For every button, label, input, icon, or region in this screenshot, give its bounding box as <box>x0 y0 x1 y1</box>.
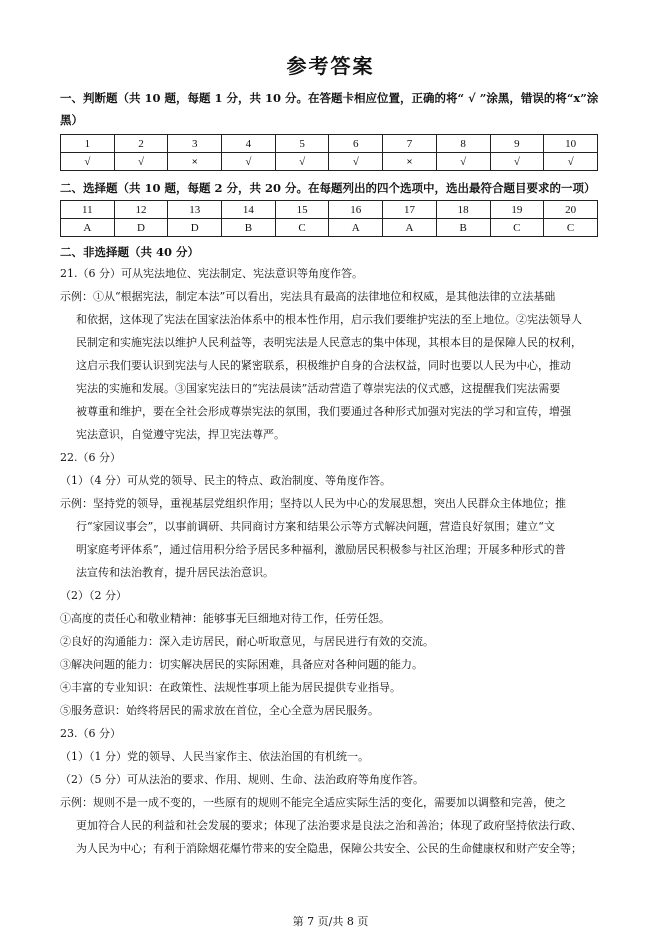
q22-point: ②良好的沟通能力：深入走访居民，耐心听取意见，与居民进行有效的交流。 <box>60 635 434 648</box>
table-cell: √ <box>329 153 383 171</box>
q22-heading: 22.（6 分） <box>60 451 121 464</box>
table-cell: 14 <box>222 201 276 219</box>
table-cell: × <box>168 153 222 171</box>
table-cell: 1 <box>61 135 115 153</box>
table-cell: A <box>329 219 383 237</box>
q21-example-line: 宪法的实施和发展。③国家宪法日的“宪法晨读”活动营造了尊崇宪法的仪式感，这提醒我们宪法需要 <box>76 382 561 395</box>
q22-point: ④丰富的专业知识：在政策性、法规性事项上能为居民提供专业指导。 <box>60 681 401 694</box>
q23-part2-heading: （2）（5 分）可从法治的要求、作用、规则、生命、法治政府等角度作答。 <box>60 773 424 786</box>
judge-answer-row <box>61 153 598 171</box>
q23-heading: 23.（6 分） <box>60 727 121 740</box>
table-cell: 7 <box>383 135 437 153</box>
table-cell: D <box>168 219 222 237</box>
judge-answer-table <box>60 134 598 171</box>
choice-number-row <box>61 201 598 219</box>
q22-example-line: 示例：坚持党的领导，重视基层党组织作用；坚持以人民为中心的发展思想，突出人民群众主体地位；推 <box>60 497 566 510</box>
table-cell: √ <box>222 153 276 171</box>
q22-point: ①高度的责任心和敬业精神：能够事无巨细地对待工作，任劳任怨。 <box>60 612 390 625</box>
table-cell: C <box>544 219 598 237</box>
table-cell: × <box>383 153 437 171</box>
table-cell: 6 <box>329 135 383 153</box>
table-cell: B <box>436 219 490 237</box>
table-cell: 18 <box>436 201 490 219</box>
choice-heading: 二、选择题（共 10 题，每题 2 分，共 20 分。在每题列出的四个选项中，选出最符合题目要求的一项） <box>60 181 596 195</box>
table-cell: C <box>490 219 544 237</box>
q21-example-line: 宪法意识，自觉遵守宪法，捍卫宪法尊严。 <box>76 428 285 441</box>
q21-example-line: 被尊重和维护，要在全社会形成尊崇宪法的氛围，我们要通过各种形式加强对宪法的学习和宣传，增强 <box>76 405 571 418</box>
q21-example-line: 民制定和实施宪法以维护人民利益等，表明宪法是人民意志的集中体现，其根本目的是保障人民的权利， <box>76 336 582 349</box>
q23-example-line: 示例：规则不是一成不变的，一些原有的规则不能完全适应实际生活的变化，需要加以调整和完善，使之 <box>60 796 566 809</box>
table-cell: 16 <box>329 201 383 219</box>
judge-number-row <box>61 135 598 153</box>
table-cell: A <box>383 219 437 237</box>
choice-answer-row <box>61 219 598 237</box>
table-cell: 5 <box>275 135 329 153</box>
q22-point: ⑤服务意识：始终将居民的需求放在首位，全心全意为居民服务。 <box>60 704 379 717</box>
q22-point: ③解决问题的能力：切实解决居民的实际困难，具备应对各种问题的能力。 <box>60 658 423 671</box>
q21-example-line: 这启示我们要认识到宪法与人民的紧密联系，积极维护自身的合法权益，同时也要以人民为中心，推动 <box>76 359 571 372</box>
choice-answer-table <box>60 200 598 237</box>
q23-example-line: 更加符合人民的利益和社会发展的要求；体现了法治要求是良法之治和善治；体现了政府坚持依法行政、 <box>76 819 582 832</box>
q23-example-line: 为人民为中心；有利于消除烟花爆竹带来的安全隐患，保障公共安全、公民的生命健康权和财产安全等； <box>76 842 582 855</box>
table-cell: 15 <box>275 201 329 219</box>
judge-heading-line1: 一、判断题（共 10 题，每题 1 分，共 10 分。在答题卡相应位置，正确的将“ √ ”涂黑，错误的将“x”涂 <box>60 91 599 105</box>
table-cell: C <box>275 219 329 237</box>
table-cell: 10 <box>544 135 598 153</box>
q21-example-line: 和依据，这体现了宪法在国家法治体系中的根本性作用，启示我们要维护宪法的至上地位。②宪法领导人 <box>76 313 582 326</box>
judge-heading <box>60 88 620 130</box>
table-cell: √ <box>544 153 598 171</box>
judge-heading-line2: 黑） <box>60 113 83 127</box>
table-cell: 12 <box>114 201 168 219</box>
table-cell: 8 <box>436 135 490 153</box>
q22-example-line: 法宣传和法治教育，提升居民法治意识。 <box>76 566 274 579</box>
table-cell: D <box>114 219 168 237</box>
table-cell: 9 <box>490 135 544 153</box>
table-cell: √ <box>61 153 115 171</box>
table-cell: 2 <box>114 135 168 153</box>
table-cell: 17 <box>383 201 437 219</box>
page-footer: 第 7 页/共 8 页 <box>292 915 369 928</box>
q21-example-line: 示例：①从“根据宪法，制定本法”可以看出，宪法具有最高的法律地位和权威，是其他法律的立法基础 <box>60 290 556 303</box>
table-cell: √ <box>114 153 168 171</box>
q23-part1: （1）（1 分）党的领导、人民当家作主、依法治国的有机统一。 <box>60 750 369 763</box>
table-cell: 11 <box>61 201 115 219</box>
page-title: 参考答案 <box>286 54 375 78</box>
q22-example-line: 明家庭考评体系”，通过信用积分给予居民多种福利，激励居民积极参与社区治理；开展多种形式的普 <box>76 543 566 556</box>
table-cell: 13 <box>168 201 222 219</box>
table-cell: 3 <box>168 135 222 153</box>
q21-heading: 21.（6 分）可从宪法地位、宪法制定、宪法意识等角度作答。 <box>60 267 363 280</box>
q22-part2-heading: （2）（2 分） <box>60 589 127 602</box>
table-cell: 20 <box>544 201 598 219</box>
table-cell: A <box>61 219 115 237</box>
table-cell: √ <box>490 153 544 171</box>
nonchoice-heading: 二、非选择题（共 40 分） <box>60 245 200 259</box>
table-cell: B <box>222 219 276 237</box>
table-cell: √ <box>275 153 329 171</box>
table-cell: 19 <box>490 201 544 219</box>
q22-part1-heading: （1）（4 分）可从党的领导、民主的特点、政治制度、等角度作答。 <box>60 474 391 487</box>
table-cell: 4 <box>222 135 276 153</box>
q22-example-line: 行“家园议事会”，以事前调研、共同商讨方案和结果公示等方式解决问题，营造良好氛围；建立“文 <box>76 520 555 533</box>
table-cell: √ <box>436 153 490 171</box>
